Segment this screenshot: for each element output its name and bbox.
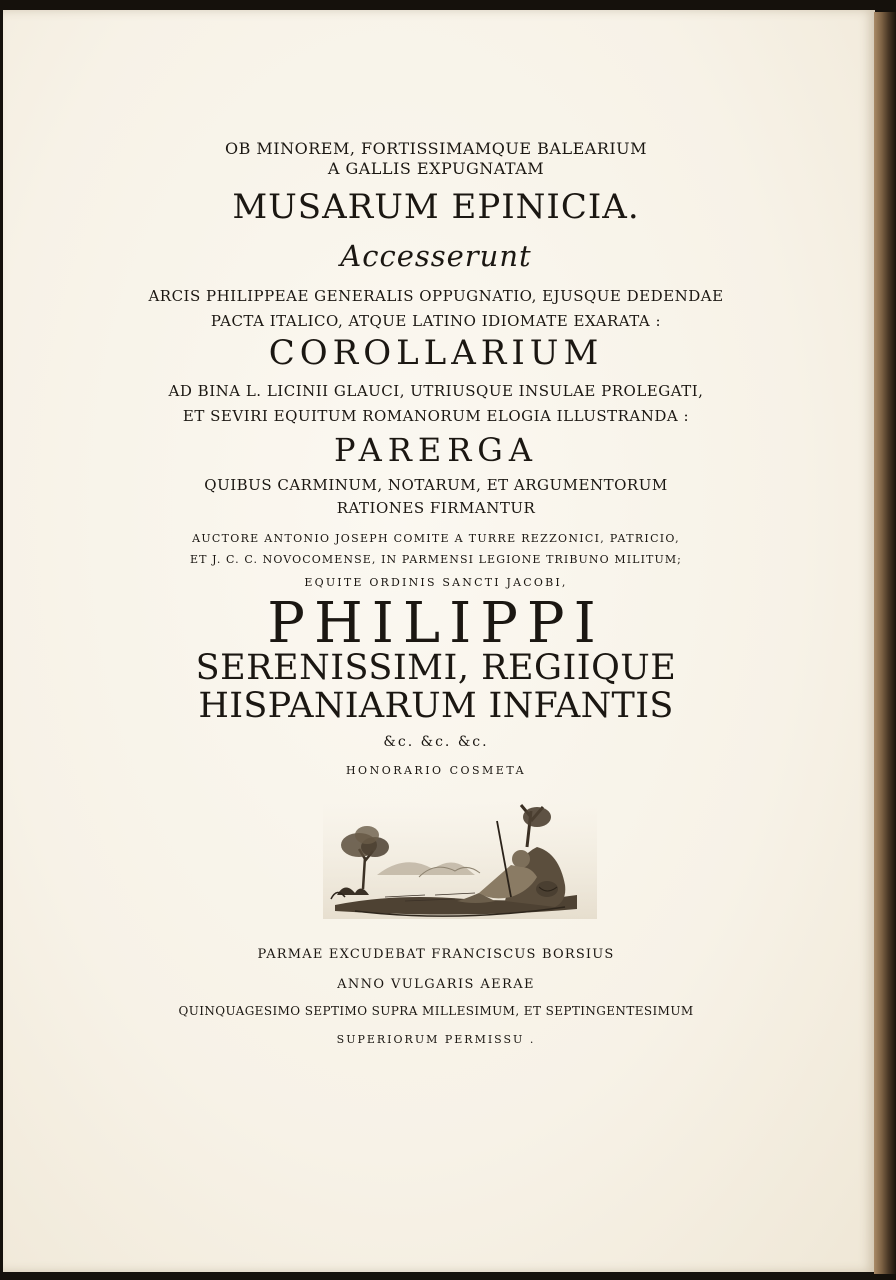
imprint-line-quinquagesimo: QUINQUAGESIMO SEPTIMO SUPRA MILLESIMUM, ET SEPTINGENTESIMUM [178, 1004, 694, 1018]
dedication-hispaniarum: HISPANIARUM INFANTIS [198, 686, 674, 726]
imprint-line-superiorum: SUPERIORUM PERMISSU . [336, 1033, 536, 1046]
imprint-line-anno: ANNO VULGARIS AERAE [337, 977, 535, 992]
subtitle-line-ob-minorem: OB MINOREM, FORTISSIMAMQUE BALEARIUM [224, 139, 648, 158]
text-line-seviri: ET SEVIRI EQUITUM ROMANORUM ELOGIA ILLUSTRANDA : [182, 407, 690, 425]
text-line-rationes: RATIONES FIRMANTUR [336, 499, 536, 517]
author-line-equite: EQUITE ORDINIS SANCTI JACOBI, [304, 576, 568, 589]
heading-parerga: PARERGA [334, 431, 538, 469]
text-line-pacta: PACTA ITALICO, ATQUE LATINO IDIOMATE EXARATA : [210, 312, 662, 330]
text-line-ad-bina: AD BINA L. LICINII GLAUCI, UTRIUSQUE INSULAE PROLEGATI, [168, 382, 704, 400]
author-line-et-jcc: ET J. C. C. NOVOCOMENSE, IN PARMENSI LEGIONE TRIBUNO MILITUM; [190, 553, 682, 566]
text-line-arcis: ARCIS PHILIPPEAE GENERALIS OPPUGNATIO, EJUSQUE DEDENDAE [148, 287, 724, 305]
page-edge-shadow [874, 12, 896, 1274]
dedication-philippi: PHILIPPI [267, 591, 605, 656]
dedication-etc: &c. &c. &c. [383, 734, 489, 750]
main-title-musarum-epinicia: MUSARUM EPINICIA. [232, 187, 640, 227]
author-line-auctore: AUCTORE ANTONIO JOSEPH COMITE A TURRE REZZONICI, PATRICIO, [192, 532, 680, 545]
heading-accesserunt: Accesserunt [340, 239, 532, 273]
imprint-line-parmae: PARMAE EXCUDEBAT FRANCISCUS BORSIUS [257, 947, 615, 962]
heading-corollarium: COROLLARIUM [268, 333, 604, 373]
landscape-vignette-icon [315, 797, 605, 927]
text-line-quibus: QUIBUS CARMINUM, NOTARUM, ET ARGUMENTORUM [204, 476, 668, 494]
subtitle-line-a-gallis: A GALLIS EXPUGNATAM [327, 159, 545, 178]
dedication-serenissimi: SERENISSIMI, REGIIQUE [195, 648, 677, 688]
dedication-honorario: HONORARIO COSMETA [345, 764, 527, 777]
